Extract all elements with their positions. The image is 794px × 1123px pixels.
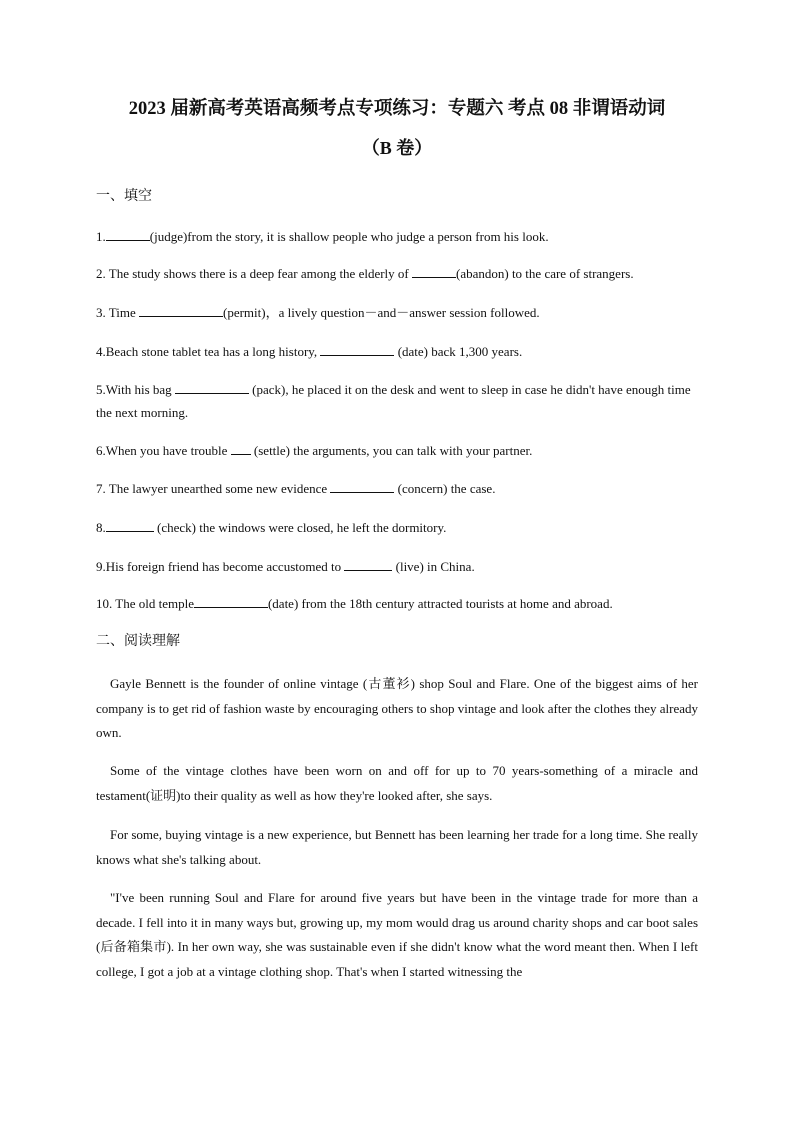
question-text: (pack), he placed it on the desk and went to sleep in case he didn't have enough time the next morning. bbox=[96, 382, 691, 420]
paragraph-text: Gayle Bennett is the founder of online vintage (古董衫) shop Soul and Flare. One of the biggest aims of her company is to get rid of fashion waste by encouraging others to shop vintage and look after the clothes they already own. bbox=[96, 676, 698, 740]
question-7 bbox=[96, 477, 698, 500]
question-text: (date) from the 18th century attracted tourists at home and abroad. bbox=[267, 596, 613, 611]
paragraph-text: For some, buying vintage is a new experience, but Bennett has been learning her trade for a long time. She really knows what she's talking about. bbox=[96, 827, 698, 867]
question-8 bbox=[96, 516, 698, 539]
question-text: (permit)，a lively question－and－answer session followed. bbox=[223, 305, 540, 320]
question-text: 4.Beach stone tablet tea has a long history, bbox=[96, 344, 321, 359]
question-2 bbox=[96, 262, 698, 285]
answer-blank[interactable] bbox=[139, 303, 223, 317]
question-10 bbox=[96, 592, 698, 615]
passage-paragraph-1 bbox=[96, 672, 698, 746]
question-text: 7. The lawyer unearthed some new evidence bbox=[96, 481, 331, 496]
question-text: (live) in China. bbox=[392, 559, 475, 574]
answer-blank[interactable] bbox=[231, 441, 251, 455]
question-text: (settle) the arguments, you can talk with your partner. bbox=[250, 443, 533, 458]
answer-blank[interactable] bbox=[106, 227, 150, 241]
question-text: 8. bbox=[96, 520, 106, 535]
question-3 bbox=[96, 301, 698, 324]
passage-paragraph-4 bbox=[96, 886, 698, 984]
question-1 bbox=[96, 225, 698, 248]
question-6 bbox=[96, 439, 698, 462]
answer-blank[interactable] bbox=[344, 557, 392, 571]
question-text: 3. Time bbox=[96, 305, 139, 320]
passage-paragraph-2 bbox=[96, 759, 698, 808]
answer-blank[interactable] bbox=[320, 342, 394, 356]
question-5 bbox=[96, 378, 698, 424]
question-text: (concern) the case. bbox=[394, 481, 496, 496]
question-text: (date) back 1,300 years. bbox=[394, 344, 523, 359]
question-text: 10. The old temple bbox=[96, 596, 194, 611]
question-9 bbox=[96, 555, 698, 578]
question-text: 2. The study shows there is a deep fear among the elderly of bbox=[96, 266, 412, 281]
question-text: (judge)from the story, it is shallow people who judge a person from his look. bbox=[149, 229, 549, 244]
section-fill-in-heading: 一、填空 bbox=[96, 189, 152, 204]
question-text: 9.His foreign friend has become accustomed to bbox=[96, 559, 345, 574]
answer-blank[interactable] bbox=[175, 380, 249, 394]
document-title: 2023 届新高考英语高频考点专项练习：专题六 考点 08 非谓语动词 bbox=[128, 99, 666, 119]
answer-blank[interactable] bbox=[330, 479, 394, 493]
section-reading-heading: 二、阅读理解 bbox=[96, 634, 180, 649]
paragraph-text: "I've been running Soul and Flare for around five years but have been in the vintage trade for more than a decade. I fell into it in many ways but, growing up, my mom would drag us around charity shops and car boot sales (后备箱集市). In her own way, she was sustainable even if she didn't know what the word meant then. When I left college, I got a job at a vintage clothing shop. That's when I started witnessing the bbox=[96, 890, 698, 979]
answer-blank[interactable] bbox=[412, 264, 456, 278]
document-subtitle: （B 卷） bbox=[361, 138, 433, 158]
question-4 bbox=[96, 340, 698, 363]
answer-blank[interactable] bbox=[106, 518, 154, 532]
question-text: 1. bbox=[96, 229, 106, 244]
answer-blank[interactable] bbox=[194, 594, 268, 608]
question-text: (check) the windows were closed, he left the dormitory. bbox=[153, 520, 447, 535]
question-text: 5.With his bag bbox=[96, 382, 175, 397]
question-text: (abandon) to the care of strangers. bbox=[456, 266, 634, 281]
question-text: 6.When you have trouble bbox=[96, 443, 231, 458]
paragraph-text: Some of the vintage clothes have been worn on and off for up to 70 years-something of a miracle and testament(证明)to their quality as well as how they're looked after, she says. bbox=[96, 763, 698, 803]
passage-paragraph-3 bbox=[96, 823, 698, 872]
